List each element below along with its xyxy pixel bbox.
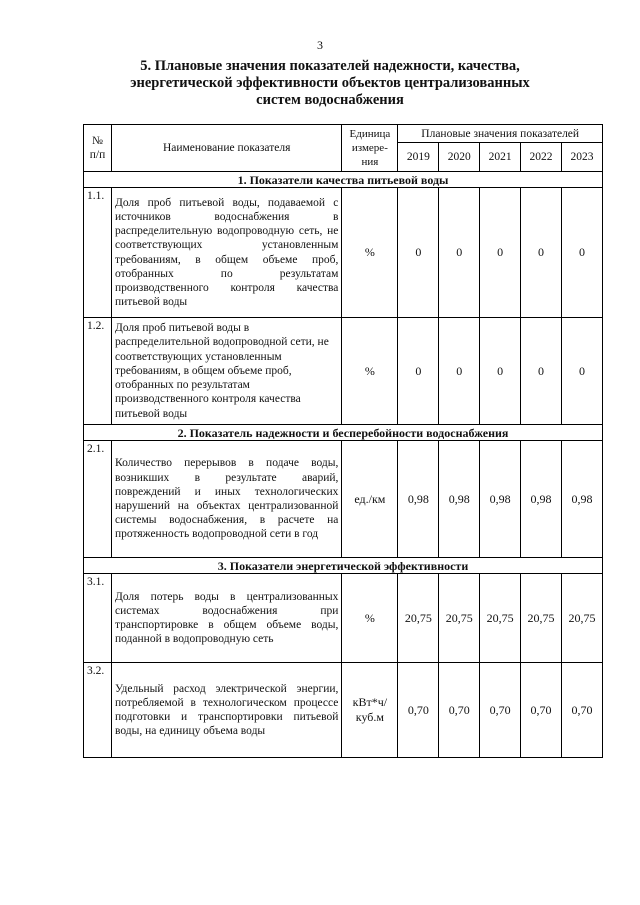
row-value: 0 <box>439 188 480 318</box>
header-unit: Единица измере-ния <box>342 125 398 172</box>
row-value: 0 <box>521 318 562 425</box>
row-value: 0 <box>480 318 521 425</box>
row-value: 0 <box>398 318 439 425</box>
table-row <box>84 574 603 663</box>
section-row <box>84 558 603 574</box>
row-value: 0,70 <box>562 663 603 758</box>
header-plan: Плановые значения показателей <box>398 125 603 143</box>
row-name: Удельный расход электрической энергии, потребляемой в технологическом процессе подготовки и транспортировки питьевой воды, на единицу объема воды <box>111 663 341 758</box>
header-num: № п/п <box>84 125 112 172</box>
row-value: 0,98 <box>398 441 439 558</box>
row-value: 0,70 <box>521 663 562 758</box>
row-value: 0 <box>439 318 480 425</box>
row-unit: % <box>342 188 398 318</box>
section-row <box>84 172 603 188</box>
row-value: 0 <box>521 188 562 318</box>
row-num: 3.2. <box>84 663 112 758</box>
table-row <box>84 318 603 425</box>
header-name: Наименование показателя <box>111 125 341 172</box>
header-year: 2021 <box>480 143 521 172</box>
row-value: 0,70 <box>480 663 521 758</box>
table-row <box>84 441 603 558</box>
header-year: 2023 <box>562 143 603 172</box>
row-value: 0 <box>562 188 603 318</box>
row-value: 0,98 <box>521 441 562 558</box>
row-value: 0 <box>480 188 521 318</box>
row-value: 0,98 <box>480 441 521 558</box>
row-value: 0,98 <box>562 441 603 558</box>
row-unit: кВт*ч/ куб.м <box>342 663 398 758</box>
section-row <box>84 425 603 441</box>
section-title: 2. Показатель надежности и бесперебойности водоснабжения <box>84 425 603 441</box>
section-title: 1. Показатели качества питьевой воды <box>84 172 603 188</box>
title-line-1: 5. Плановые значения показателей надежности, качества, <box>140 58 520 74</box>
document-title <box>60 58 600 109</box>
title-line-2: энергетической эффективности объектов централизованных <box>130 75 530 91</box>
row-value: 0 <box>398 188 439 318</box>
row-value: 0,70 <box>398 663 439 758</box>
row-value: 20,75 <box>562 574 603 663</box>
header-year: 2020 <box>439 143 480 172</box>
page-number: 3 <box>317 38 323 52</box>
section-title: 3. Показатели энергетической эффективности <box>84 558 603 574</box>
row-name: Доля проб питьевой воды в распределительной водопроводной сети, не соответствующих установленным требованиям, в общем объеме проб, отобранных по результатам производственного контроля качества питьевой воды <box>111 318 341 425</box>
row-value: 20,75 <box>439 574 480 663</box>
row-num: 1.1. <box>84 188 112 318</box>
row-num: 2.1. <box>84 441 112 558</box>
row-value: 0 <box>562 318 603 425</box>
row-num: 3.1. <box>84 574 112 663</box>
row-name: Доля потерь воды в централизованных системах водоснабжения при транспортировке в общем объеме воды, поданной в водопроводную сеть <box>111 574 341 663</box>
table-row <box>84 188 603 318</box>
row-value: 0,70 <box>439 663 480 758</box>
row-name: Количество перерывов в подаче воды, возникших в результате аварий, повреждений и иных технологических нарушений на объектах централизованной системы водоснабжения, в расчете на протяженность водопроводной сети в год <box>111 441 341 558</box>
row-num: 1.2. <box>84 318 112 425</box>
row-unit: % <box>342 574 398 663</box>
row-value: 20,75 <box>398 574 439 663</box>
row-value: 20,75 <box>521 574 562 663</box>
table-row <box>84 663 603 758</box>
row-unit: ед./км <box>342 441 398 558</box>
row-value: 0,98 <box>439 441 480 558</box>
row-value: 20,75 <box>480 574 521 663</box>
row-name: Доля проб питьевой воды, подаваемой с источников водоснабжения в распределительную водопроводную сеть, не соответствующих установленным требованиям, в общем объеме проб, отобранных по результатам производственного контроля качества питьевой воды <box>111 188 341 318</box>
indicators-table <box>83 124 603 758</box>
header-year: 2022 <box>521 143 562 172</box>
header-year: 2019 <box>398 143 439 172</box>
row-unit: % <box>342 318 398 425</box>
title-line-3: систем водоснабжения <box>256 92 404 108</box>
